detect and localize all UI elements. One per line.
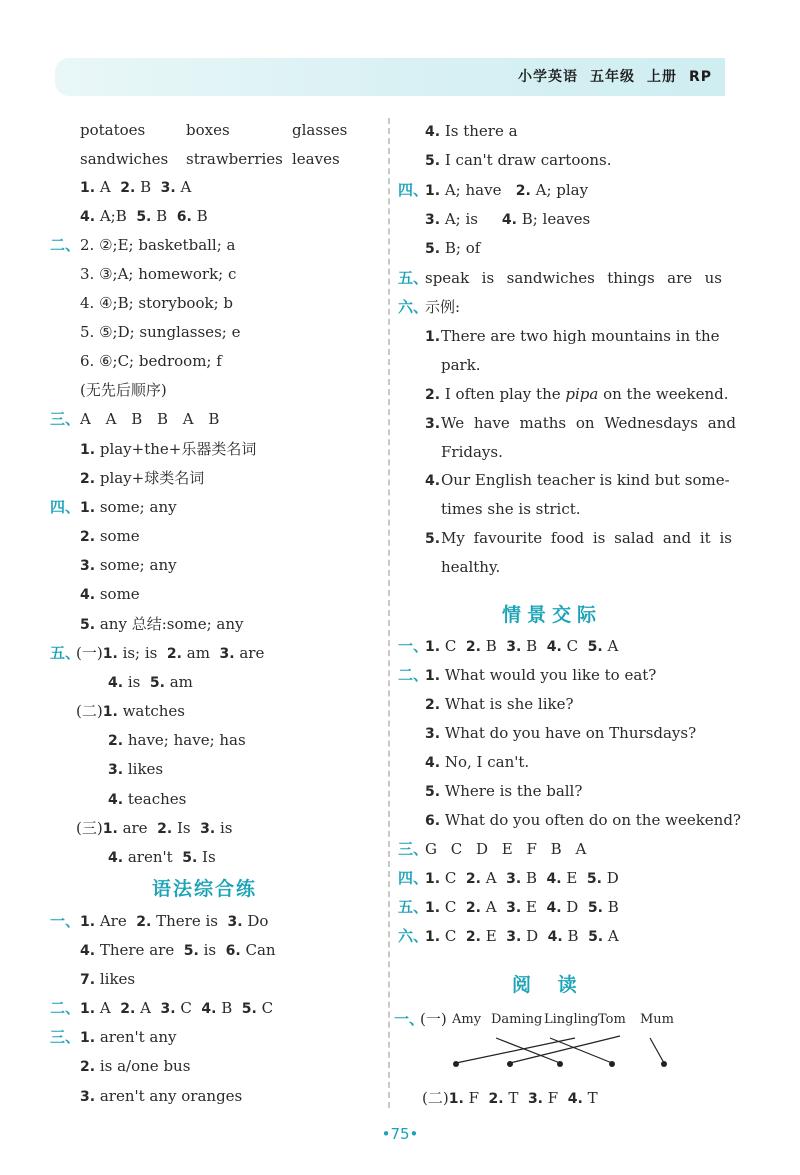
answer-line: 3. likes xyxy=(108,760,164,778)
name-mum: Mum xyxy=(640,1012,675,1027)
answer-line xyxy=(425,268,722,288)
answer-line: 6. ⑥;C; bedroom; f xyxy=(80,352,222,370)
answer: some xyxy=(99,585,140,603)
answer: are xyxy=(122,819,148,837)
label: 示例: xyxy=(425,298,461,316)
section-marker: 三、 xyxy=(50,410,81,428)
section-marker: 一、 xyxy=(50,912,81,930)
answer: A;B xyxy=(99,207,127,225)
answer: F xyxy=(547,1089,559,1107)
page-header xyxy=(506,66,712,86)
answer: No, I can't. xyxy=(444,753,530,771)
answer: B; leaves xyxy=(521,210,591,228)
sentence: healthy. xyxy=(441,558,501,576)
answer: Is there a xyxy=(444,122,518,140)
word: leaves xyxy=(292,150,340,168)
answer: What would you like to eat? xyxy=(444,666,657,684)
header-volume: 上册 xyxy=(646,69,677,85)
answer: likes xyxy=(127,760,164,778)
header-edition: RP xyxy=(688,69,712,85)
section-marker: 三、 xyxy=(50,1028,81,1046)
answer: C xyxy=(180,999,192,1017)
answer: some xyxy=(99,527,140,545)
answer-line: 1. A 2. A 3. C 4. B 5. C xyxy=(80,999,274,1017)
sub-label: (二) xyxy=(422,1089,449,1107)
answer-line: 4. No, I can't. xyxy=(425,753,530,771)
name-tom: Tom xyxy=(598,1012,626,1027)
sub-label: (三) xyxy=(76,819,103,837)
match-dot xyxy=(453,1061,459,1067)
answer: aren't any oranges xyxy=(99,1087,243,1105)
num: 5. xyxy=(425,531,441,547)
answer: A xyxy=(99,178,111,196)
sentence: I often play the xyxy=(444,385,566,403)
answer: Do xyxy=(247,912,269,930)
answer-line: 5. B; of xyxy=(425,239,481,257)
answer-line: 2. What is she like? xyxy=(425,695,574,713)
answer: Is xyxy=(202,848,216,866)
sentence: We have maths on Wednesdays and xyxy=(441,414,736,432)
answer: is xyxy=(127,673,141,691)
answer-line: 1. aren't any xyxy=(80,1028,177,1046)
answer: There is xyxy=(156,912,218,930)
sentence: There are two high mountains in the xyxy=(441,327,720,345)
answer: am xyxy=(169,673,193,691)
word: sandwiches xyxy=(80,150,169,168)
match-line xyxy=(456,1038,575,1063)
answer-line: 1. C 2. B 3. B 4. C 5. A xyxy=(425,637,619,655)
answer-line: 4. aren't 5. Is xyxy=(108,848,216,866)
answer: What do you often do on the weekend? xyxy=(444,811,741,829)
answer: play+球类名词 xyxy=(99,469,205,487)
answer: A xyxy=(99,999,111,1017)
section-marker: 二、 xyxy=(50,999,81,1017)
answer: am xyxy=(186,644,210,662)
sub-label: (一) xyxy=(76,644,103,662)
matching-diagram xyxy=(440,1008,700,1078)
answer-line: (二)1. F 2. T 3. F 4. T xyxy=(422,1089,598,1107)
answer-line: 5. ⑤;D; sunglasses; e xyxy=(80,323,241,341)
section-marker: 五、 xyxy=(50,644,81,662)
answer-line: 5. I can't draw cartoons. xyxy=(425,151,612,169)
word: potatoes xyxy=(80,121,146,139)
answer: B xyxy=(607,898,619,916)
answer-line: 4. Is there a xyxy=(425,122,518,140)
answer: E xyxy=(485,927,497,945)
answer-line: 1. What would you like to eat? xyxy=(425,666,657,684)
answer: B xyxy=(156,207,168,225)
answer: A xyxy=(180,178,192,196)
answer-line: 1. C 2. A 3. E 4. D 5. B xyxy=(425,898,619,916)
answer: is; is xyxy=(122,644,158,662)
answer-line: 4. There are 5. is 6. Can xyxy=(80,941,276,959)
answer: A xyxy=(607,637,619,655)
word: is xyxy=(481,269,495,287)
sentence: Our English teacher is kind but some- xyxy=(441,471,730,489)
answer: A xyxy=(607,927,619,945)
answer-line: (一)1. is; is 2. am 3. are xyxy=(76,644,265,662)
answer-line: 4. is 5. am xyxy=(108,673,193,691)
section-marker: 六、 xyxy=(398,298,429,316)
answer: are xyxy=(239,644,265,662)
answer: watches xyxy=(122,702,186,720)
answer: play+the+乐器类名词 xyxy=(99,440,257,458)
answer-line: 5. Where is the ball? xyxy=(425,782,583,800)
answer-line: 3. ③;A; homework; c xyxy=(80,265,237,283)
answer-line: 4. ④;B; storybook; b xyxy=(80,294,234,312)
section-marker: 四、 xyxy=(398,869,429,887)
answer: B xyxy=(485,637,497,655)
answer: C xyxy=(444,637,457,655)
word: glasses xyxy=(292,121,348,139)
section-marker: 四、 xyxy=(398,181,429,199)
column-divider xyxy=(388,118,390,1108)
answer: What do you have on Thursdays? xyxy=(444,724,697,742)
answer: C xyxy=(444,927,457,945)
answer: C xyxy=(261,999,274,1017)
match-line xyxy=(650,1038,664,1063)
answer: aren't any xyxy=(99,1028,177,1046)
answer-line: (二)1. watches xyxy=(76,702,186,720)
answer: is a/one bus xyxy=(99,1057,191,1075)
answer-line: 1. A; have 2. A; play xyxy=(425,181,589,199)
word: boxes xyxy=(186,121,230,139)
section-marker: 五、 xyxy=(398,269,429,287)
answer-line: 6. What do you often do on the weekend? xyxy=(425,811,741,829)
answer: F xyxy=(468,1089,479,1107)
answer: E xyxy=(525,898,537,916)
sentence-italic: pipa xyxy=(565,385,599,403)
answer: B xyxy=(525,869,537,887)
header-subject: 小学英语 xyxy=(517,69,578,85)
answer-line: 3. What do you have on Thursdays? xyxy=(425,724,697,742)
answer-line: 7. likes xyxy=(80,970,136,988)
section-title-grammar: 语法综合练 xyxy=(152,878,258,900)
answer: A xyxy=(485,869,497,887)
answer: Where is the ball? xyxy=(444,782,583,800)
answer-line: 2. some xyxy=(80,527,140,545)
answer-line: 2. is a/one bus xyxy=(80,1057,191,1075)
match-dot xyxy=(557,1061,563,1067)
answer-line: 2. ②;E; basketball; a xyxy=(80,236,236,254)
answer: A xyxy=(140,999,151,1017)
answer-line: 1. some; any xyxy=(80,498,177,516)
num: 1. xyxy=(425,329,441,345)
name-lingling: Lingling xyxy=(544,1012,599,1027)
sub-label: (一) xyxy=(420,1010,447,1028)
num: 3. xyxy=(425,416,441,432)
answer: B xyxy=(221,999,233,1017)
section-marker: 二、 xyxy=(398,666,429,684)
answer: I can't draw cartoons. xyxy=(444,151,612,169)
sentence: Fridays. xyxy=(441,443,503,461)
answer-line: 1. Are 2. There is 3. Do xyxy=(80,912,269,930)
answer: B xyxy=(526,637,538,655)
answer-line: 1. play+the+乐器类名词 xyxy=(80,440,257,458)
answer: A xyxy=(485,898,497,916)
match-dot xyxy=(507,1061,513,1067)
sentence: My favourite food is salad and it is xyxy=(441,529,732,547)
section-marker: 六、 xyxy=(398,927,429,945)
answer-line: 4. some xyxy=(80,585,140,603)
answer: T xyxy=(587,1089,598,1107)
sub-label: (二) xyxy=(76,702,103,720)
answer: A; have xyxy=(444,181,502,199)
section-title-situation: 情景交际 xyxy=(502,604,603,626)
answer: A; is xyxy=(444,210,478,228)
answer: T xyxy=(508,1089,519,1107)
section-marker: 三、 xyxy=(398,840,429,858)
word: us xyxy=(704,269,722,287)
answer: B xyxy=(140,178,152,196)
answer-line: (三)1. are 2. Is 3. is xyxy=(76,819,233,837)
section-marker: 一、 xyxy=(398,637,429,655)
answer: aren't xyxy=(127,848,173,866)
answer: is xyxy=(203,941,217,959)
answer: some; any xyxy=(99,556,177,574)
answer: is xyxy=(219,819,233,837)
word: strawberries xyxy=(186,150,283,168)
answer-line: 2. I often play the pipa on the weekend. xyxy=(425,385,729,403)
match-line xyxy=(496,1038,560,1063)
word: sandwiches xyxy=(506,269,595,287)
answer: D xyxy=(606,869,619,887)
answer: some; any xyxy=(99,498,177,516)
answer: Is xyxy=(176,819,191,837)
answer-line: G C D E F B A xyxy=(425,840,587,858)
answer-line: A A B B A B xyxy=(80,410,220,428)
answer: What is she like? xyxy=(444,695,574,713)
answer-line: 3. aren't any oranges xyxy=(80,1087,243,1105)
answer-line: 4. A;B 5. B 6. B xyxy=(80,207,208,225)
section-marker: 四、 xyxy=(50,498,81,516)
word: are xyxy=(667,269,693,287)
answer: likes xyxy=(99,970,136,988)
answer: E xyxy=(566,869,578,887)
answer-line: 3. some; any xyxy=(80,556,177,574)
name-daming: Daming xyxy=(491,1012,543,1027)
answer: B xyxy=(196,207,208,225)
answer-line: 2. play+球类名词 xyxy=(80,469,205,487)
sentence: park. xyxy=(441,356,481,374)
answer: There are xyxy=(99,941,175,959)
answer: C xyxy=(444,869,457,887)
answer: C xyxy=(566,637,579,655)
section-marker: 五、 xyxy=(398,898,429,916)
word: speak xyxy=(425,269,470,287)
answer-line: 3. A; is 4. B; leaves xyxy=(425,210,591,228)
match-dot xyxy=(609,1061,615,1067)
answer: any 总结:some; any xyxy=(99,615,244,633)
answer-line: 1. A 2. B 3. A xyxy=(80,178,192,196)
answer-line: 1. C 2. A 3. B 4. E 5. D xyxy=(425,869,619,887)
word: things xyxy=(607,269,655,287)
num: 4. xyxy=(425,473,441,489)
answer-line: 4. teaches xyxy=(108,790,187,808)
note: (无先后顺序) xyxy=(80,381,167,399)
section-marker: 二、 xyxy=(50,236,81,254)
answer: A; play xyxy=(535,181,589,199)
answer: D xyxy=(566,898,579,916)
answer: Are xyxy=(99,912,127,930)
answer-line: 1. C 2. E 3. D 4. B 5. A xyxy=(425,927,619,945)
answer: Can xyxy=(245,941,276,959)
section-marker: 一、 xyxy=(394,1010,425,1028)
match-dot xyxy=(661,1061,667,1067)
answer: C xyxy=(444,898,457,916)
answer-line: 5. any 总结:some; any xyxy=(80,615,244,633)
header-grade: 五年级 xyxy=(589,69,635,85)
answer: D xyxy=(526,927,539,945)
section-title-reading: 阅 读 xyxy=(512,974,587,996)
name-amy: Amy xyxy=(452,1012,482,1027)
answer: have; have; has xyxy=(127,731,246,749)
page-number: •75• xyxy=(381,1125,419,1143)
sentence: on the weekend. xyxy=(598,385,729,403)
answer: B; of xyxy=(444,239,481,257)
answer-line: 2. have; have; has xyxy=(108,731,246,749)
answer: B xyxy=(567,927,579,945)
answer: teaches xyxy=(127,790,187,808)
sentence: times she is strict. xyxy=(441,500,581,518)
